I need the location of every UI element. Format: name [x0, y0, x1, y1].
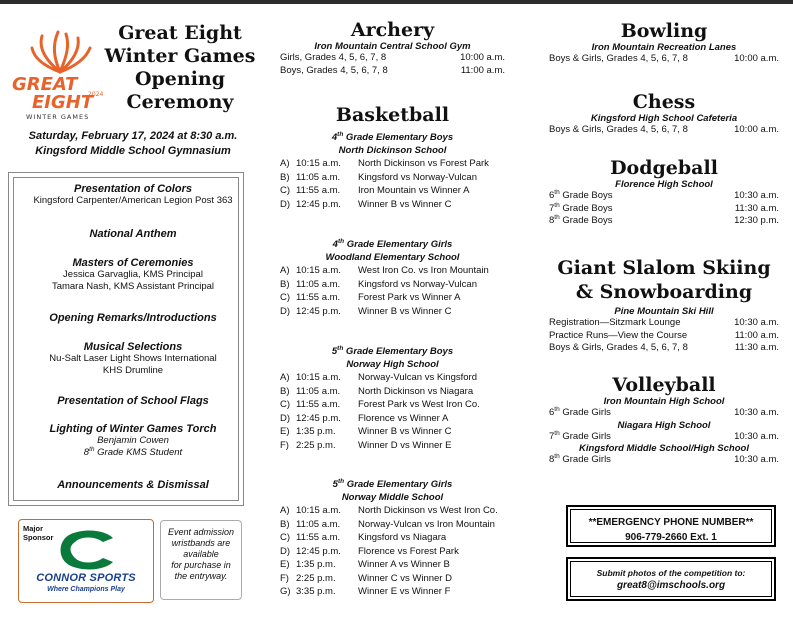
- section-title: Archery: [350, 19, 435, 41]
- archery-section: [280, 19, 505, 77]
- game-row: G) 3:35 p.m. Winner E vs Winner F: [280, 586, 451, 597]
- top-bar: [0, 0, 793, 4]
- game-row: D) 12:45 p.m. Winner B vs Winner C: [280, 305, 452, 317]
- torch-flame-icon: [8, 28, 112, 122]
- page-title: [100, 22, 260, 114]
- division-heading: 5th Grade Elementary Boys: [331, 344, 454, 357]
- logo-sub: WINTER GAMES: [26, 113, 90, 121]
- schedule-row: 8th Grade Girls 10:30 a.m.: [549, 452, 779, 465]
- division-venue: North Dickinson School: [338, 145, 447, 156]
- emergency-phone: 906-779-2660 Ext. 1: [625, 532, 717, 543]
- section-title: & Snowboarding: [575, 281, 753, 303]
- program-heading: Musical Selections: [83, 341, 183, 353]
- bowling-section: [549, 20, 779, 66]
- division-heading: 4th Grade Elementary Boys: [331, 130, 454, 143]
- section-title: Basketball: [335, 104, 450, 126]
- emergency-label: **EMERGENCY PHONE NUMBER**: [588, 517, 754, 528]
- program-item: [8, 312, 258, 324]
- schedule-row: Boys & Girls, Grades 4, 5, 6, 7, 8 10:00 a.m.: [549, 53, 779, 64]
- schedule-row: Boys, Grades 4, 5, 6, 7, 8 11:00 a.m.: [280, 64, 505, 76]
- program-item: [8, 479, 258, 491]
- game-row: B) 11:05 a.m. North Dickinson vs Niagara: [280, 385, 474, 397]
- section-title: Chess: [632, 91, 696, 113]
- division-venue: Norway Middle School: [341, 492, 444, 503]
- section-venue: Pine Mountain Ski Hill: [614, 306, 714, 317]
- photo-submission-box: [566, 557, 776, 601]
- game-row: D) 12:45 p.m. Winner B vs Winner C: [280, 198, 452, 210]
- section-venue: Iron Mountain Recreation Lanes: [591, 42, 737, 53]
- schedule-row: Girls, Grades 4, 5, 6, 7, 8 10:00 a.m.: [280, 52, 505, 63]
- game-row: D) 12:45 p.m. Florence vs Winner A: [280, 412, 449, 424]
- emergency-box: [566, 505, 776, 547]
- dodgeball-section: [549, 157, 779, 228]
- event-info: [8, 129, 258, 159]
- division-venue: Woodland Elementary School: [325, 252, 460, 263]
- program-item: [8, 228, 258, 240]
- game-row: B) 11:05 a.m. Norway-Vulcan vs Iron Mountain: [280, 518, 495, 530]
- title-line: Ceremony: [126, 91, 234, 113]
- photo-email[interactable]: great8@imschools.org: [616, 580, 726, 591]
- game-row: C) 11:55 a.m. Forest Park vs Winner A: [280, 292, 461, 303]
- program-item: [8, 257, 258, 293]
- connor-logo-icon: [55, 528, 119, 572]
- volleyball-section: [549, 374, 779, 467]
- program-line: Nu-Salt Laser Light Shows International: [49, 353, 217, 364]
- program-heading: Opening Remarks/Introductions: [49, 312, 217, 324]
- schedule-row: 7th Grade Girls 10:30 a.m.: [549, 429, 779, 442]
- title-line: Opening: [134, 68, 226, 90]
- basketball-division: [280, 131, 505, 211]
- great-eight-logo: [8, 28, 112, 122]
- game-row: D) 12:45 p.m. Florence vs Forest Park: [280, 545, 459, 557]
- logo-text-great: GREAT: [12, 74, 78, 95]
- program-heading: Masters of Ceremonies: [72, 257, 194, 269]
- logo-year: 2024: [88, 91, 104, 98]
- section-title: Volleyball: [612, 374, 716, 396]
- program-heading: Announcements & Dismissal: [57, 479, 209, 491]
- game-row: C) 11:55 a.m. Forest Park vs West Iron Co.: [280, 399, 480, 410]
- schedule-row: 6th Grade Girls 10:30 a.m.: [549, 405, 779, 418]
- game-row: F) 2:25 p.m. Winner C vs Winner D: [280, 572, 452, 584]
- program-item: [8, 395, 258, 407]
- title-line: Great Eight: [118, 22, 242, 44]
- admission-note: Event admission wristbands are available for purchase in the entryway.: [160, 520, 242, 600]
- section-venue: Iron Mountain Central School Gym: [314, 41, 471, 52]
- division-venue: Norway High School: [346, 359, 439, 370]
- program-line: Kingsford Carpenter/American Legion Post 363: [33, 195, 233, 206]
- slalom-section: [549, 256, 779, 355]
- game-row: A) 10:15 a.m. North Dickinson vs West Iron Co.: [280, 505, 498, 516]
- program-item: [8, 183, 258, 207]
- program-heading: Lighting of Winter Games Torch: [49, 423, 217, 435]
- section-venue: Florence High School: [615, 179, 713, 190]
- schedule-row: 8th Grade Boys 12:30 p.m.: [549, 213, 779, 226]
- division-heading: 4th Grade Elementary Girls: [332, 237, 453, 250]
- schedule-row: Practice Runs—View the Course 11:00 a.m.: [549, 329, 779, 341]
- program-heading: National Anthem: [89, 228, 177, 240]
- schedule-row: 7th Grade Boys 11:30 a.m.: [549, 201, 779, 214]
- sponsor-tagline: Where Champions Play: [47, 586, 125, 593]
- basketball-section: [280, 104, 505, 126]
- program-line: KHS Drumline: [102, 365, 164, 376]
- section-venue: Niagara High School: [617, 419, 711, 431]
- basketball-division: [280, 478, 505, 599]
- schedule-row: Boys & Girls, Grades 4, 5, 6, 7, 8 11:30 a.m.: [549, 342, 779, 353]
- program-heading: Presentation of Colors: [74, 183, 192, 195]
- game-row: E) 1:35 p.m. Winner B vs Winner C: [280, 426, 452, 437]
- game-row: A) 10:15 a.m. Norway-Vulcan vs Kingsford: [280, 372, 477, 383]
- section-venue: Kingsford Middle School/High School: [579, 443, 749, 454]
- game-row: A) 10:15 a.m. West Iron Co. vs Iron Mountain: [280, 265, 489, 276]
- division-heading: 5th Grade Elementary Girls: [332, 477, 453, 490]
- game-row: F) 2:25 p.m. Winner D vs Winner E: [280, 439, 452, 451]
- schedule-row: Registration—Sitzmark Lounge 10:30 a.m.: [549, 317, 779, 328]
- section-title: Dodgeball: [610, 157, 718, 179]
- program-item: [8, 423, 258, 459]
- program-line: Benjamin Cowen: [97, 435, 169, 446]
- game-row: B) 11:05 a.m. Kingsford vs Norway-Vulcan: [280, 278, 477, 290]
- program-item: [8, 341, 258, 377]
- game-row: E) 1:35 p.m. Winner A vs Winner B: [280, 559, 450, 570]
- program-line: Tamara Nash, KMS Assistant Principal: [51, 281, 215, 292]
- section-title: Bowling: [620, 20, 708, 42]
- section-venue: Kingsford High School Cafeteria: [590, 113, 738, 124]
- program-line: 8th Grade KMS Student: [83, 445, 183, 458]
- title-line: Winter Games: [104, 45, 256, 67]
- game-row: C) 11:55 a.m. Kingsford vs Niagara: [280, 532, 447, 543]
- section-title: Giant Slalom Skiing: [557, 257, 771, 279]
- logo-text-eight: EIGHT: [32, 92, 94, 113]
- sponsor-box: [18, 519, 154, 603]
- schedule-row: Boys & Girls, Grades 4, 5, 6, 7, 8 10:00 a.m.: [549, 124, 779, 135]
- program-line: Jessica Garvaglia, KMS Principal: [63, 269, 203, 280]
- schedule-row: 6th Grade Boys 10:30 a.m.: [549, 188, 779, 201]
- event-date: Saturday, February 17, 2024 at 8:30 a.m.: [28, 130, 238, 142]
- program-heading: Presentation of School Flags: [57, 395, 209, 407]
- basketball-division: [280, 238, 505, 318]
- event-venue: Kingsford Middle School Gymnasium: [35, 145, 231, 157]
- game-row: C) 11:55 a.m. Iron Mountain vs Winner A: [280, 185, 470, 196]
- section-venue: Iron Mountain High School: [603, 396, 725, 407]
- sponsor-name: CONNOR SPORTS: [36, 572, 136, 584]
- basketball-division: [280, 345, 505, 452]
- game-row: A) 10:15 a.m. North Dickinson vs Forest Park: [280, 158, 489, 169]
- sponsor-label: Major Sponsor: [23, 524, 54, 542]
- photo-label: Submit photos of the competition to:: [596, 568, 746, 578]
- chess-section: [549, 91, 779, 137]
- game-row: B) 11:05 a.m. Kingsford vs Norway-Vulcan: [280, 171, 477, 183]
